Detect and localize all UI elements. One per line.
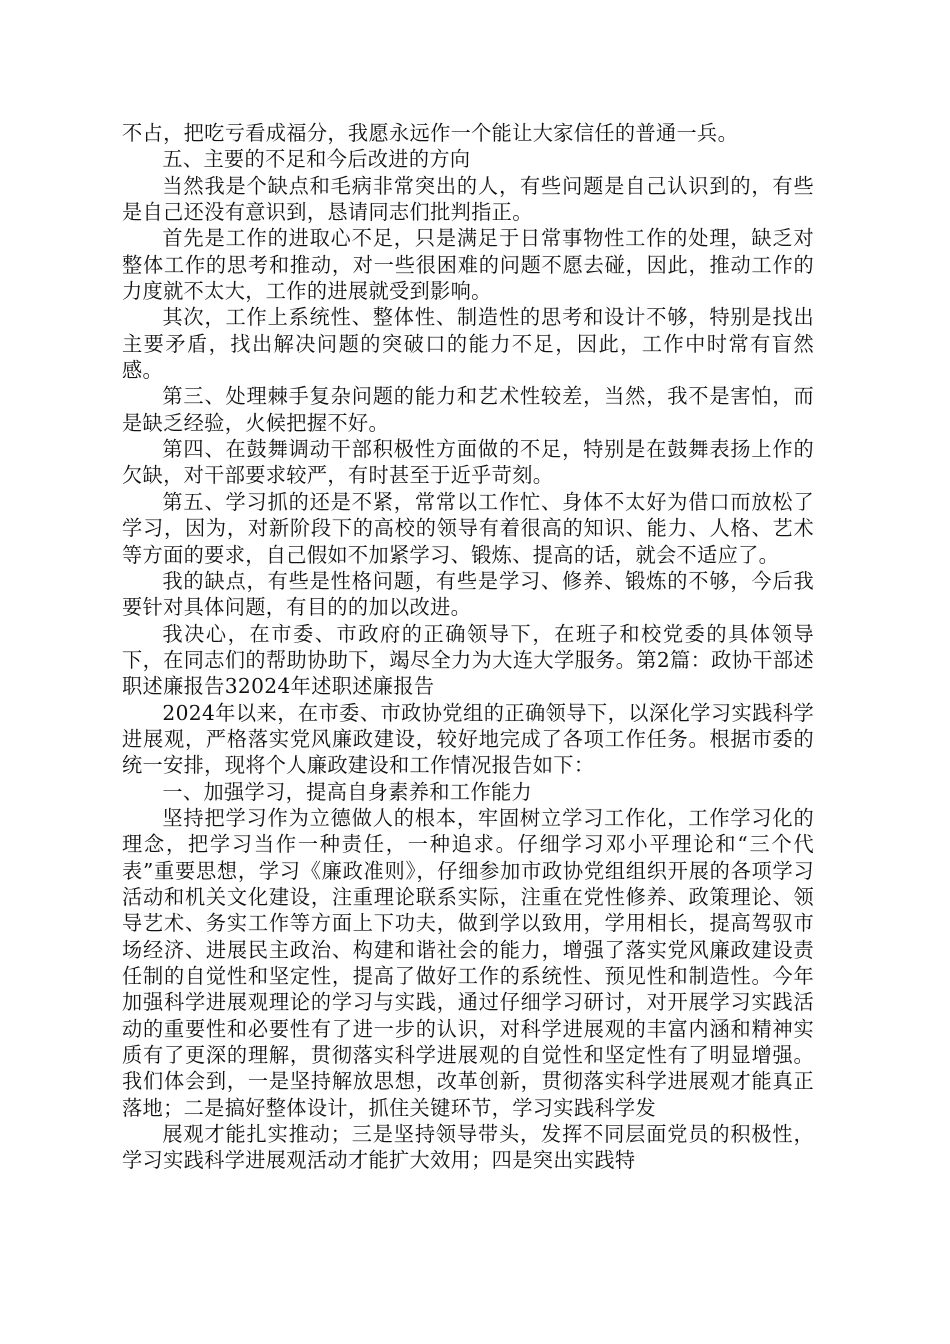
paragraph-2: 当然我是个缺点和毛病非常突出的人，有些问题是自己认识到的，有些是自己还没有意识到，恳请同志们批判指正。 (122, 173, 814, 225)
paragraph-1: 不占，把吃亏看成福分，我愿永远作一个能让大家信任的普通一兵。 (122, 121, 739, 145)
paragraph-9: 我决心，在市委、市政府的正确领导下，在班子和校党委的具体领导下，在同志们的帮助协助下，竭尽全力为大连大学服务。第2篇：政协干部述职述廉报告32024年述职述廉报告 (122, 621, 814, 699)
paragraph-8: 我的缺点，有些是性格问题，有些是学习、修养、锻炼的不够，今后我要针对具体问题，有目的的加以改进。 (122, 568, 814, 620)
paragraph-7: 第五、学习抓的还是不紧，常常以工作忙、身体不太好为借口而放松了学习，因为，对新阶段下的高校的领导有着很高的知识、能力、人格、艺术等方面的要求，自己假如不加紧学习、锻炼、提高的话，就会不适应了。 (122, 489, 814, 567)
paragraph-10: 2024年以来，在市委、市政协党组的正确领导下，以深化学习实践科学进展观，严格落实党风廉政建设，较好地完成了各项工作任务。根据市委的统一安排，现将个人廉政建设和工作情况报告如下： (122, 700, 814, 778)
section-heading-5: 五、主要的不足和今后改进的方向 (162, 147, 471, 172)
paragraph-11: 坚持把学习作为立德做人的根本，牢固树立学习工作化，工作学习化的理念，把学习当作一种责任，一种追求。仔细学习邓小平理论和“三个代表”重要思想，学习《廉政准则》，仔细参加市政协党组组织开展的各项学习活动和机关文化建设，注重理论联系实际，注重在党性修养、政策理论、领导艺术、务实工作等方面上下功夫，做到学以致用，学用相长，提高驾驭市场经济、进展民主政治、构建和谐社会的能力，增强了落实党风廉政建设责任制的自觉性和坚定性，提高了做好工作的系统性、预见性和制造性。今年加强科学进展观理论的学习与实践，通过仔细学习研讨，对开展学习实践活动的重要性和必要性有了进一步的认识，对科学进展观的丰富内涵和精神实质有了更深的理解，贯彻落实科学进展观的自觉性和坚定性有了明显增强。我们体会到，一是坚持解放思想，改革创新，贯彻落实科学进展观才能真正落地；二是搞好整体设计，抓住关键环节，学习实践科学发 (122, 805, 814, 1120)
paragraph-3: 首先是工作的进取心不足，只是满足于日常事物性工作的处理，缺乏对整体工作的思考和推动，对一些很困难的问题不愿去碰，因此，推动工作的力度就不太大，工作的进展就受到影响。 (122, 226, 814, 304)
section-heading-1: 一、加强学习，提高自身素养和工作能力 (162, 779, 533, 804)
paragraph-4: 其次，工作上系统性、整体性、制造性的思考和设计不够，特别是找出主要矛盾，找出解决问题的突破口的能力不足，因此，工作中时常有盲然感。 (122, 305, 814, 383)
paragraph-5: 第三、处理棘手复杂问题的能力和艺术性较差，当然，我不是害怕，而是缺乏经验，火候把握不好。 (122, 384, 814, 435)
paragraph-12: 展观才能扎实推动；三是坚持领导带头，发挥不同层面党员的积极性，学习实践科学进展观活动才能扩大效用；四是突出实践特 (122, 1122, 814, 1173)
document-page (122, 120, 814, 1174)
paragraph-6: 第四、在鼓舞调动干部积极性方面做的不足，特别是在鼓舞表扬上作的欠缺，对干部要求较严，有时甚至于近乎苛刻。 (122, 437, 814, 488)
